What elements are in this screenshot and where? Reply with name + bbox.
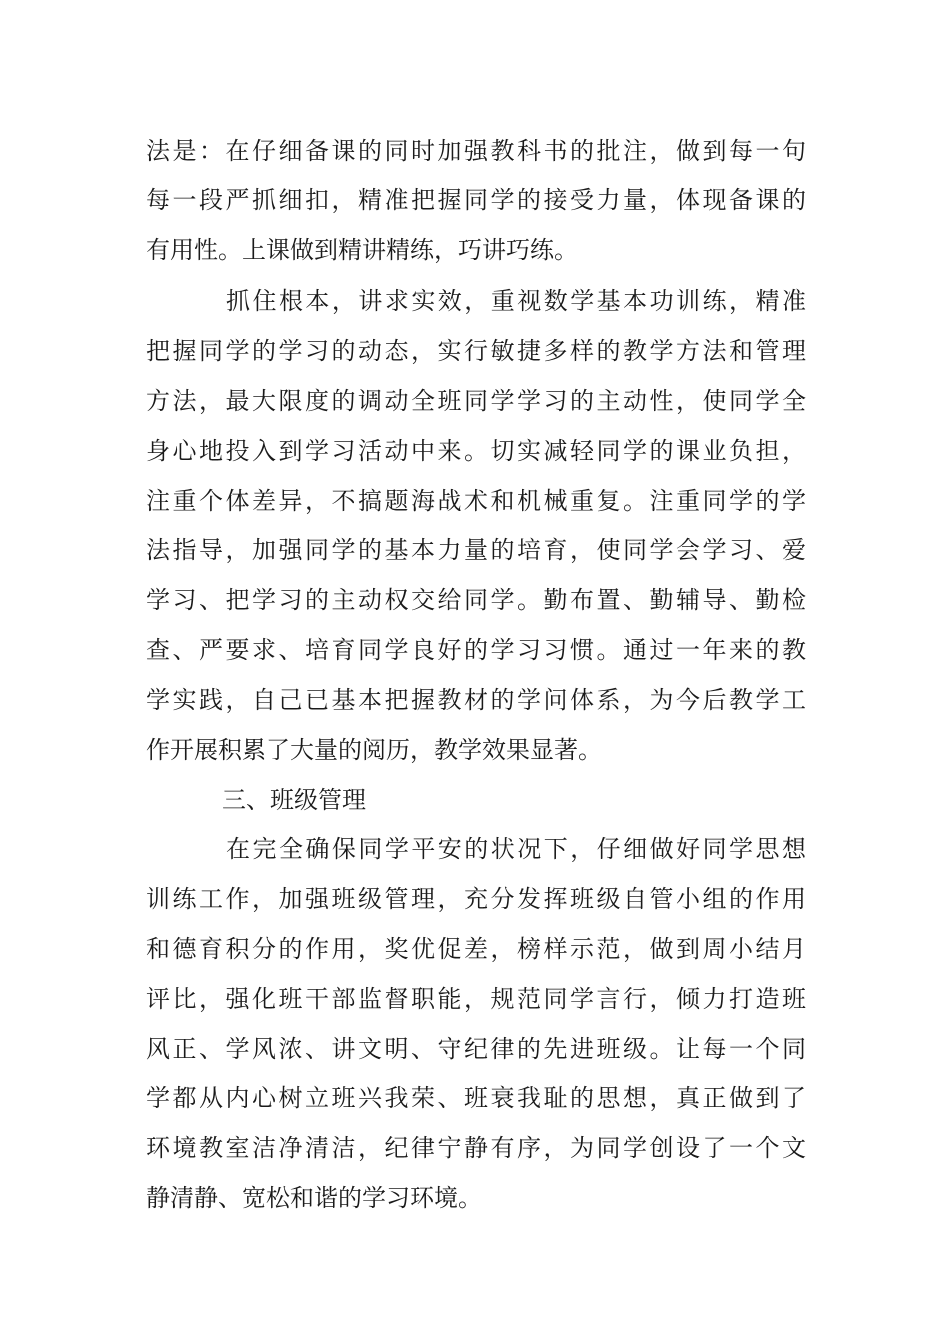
text-line: 每一段严抓细扣，精准把握同学的接受力量，体现备课的: [146, 186, 806, 214]
text-line: 法是：在仔细备课的同时加强教科书的批注，做到每一句: [146, 137, 806, 165]
text-line: 在完全确保同学平安的状况下，仔细做好同学思想: [226, 835, 806, 863]
section-heading: 三、班级管理: [222, 786, 366, 814]
text-line: 静清静、宽松和谐的学习环境。: [146, 1184, 482, 1212]
text-line: 抓住根本，讲求实效，重视数学基本功训练，精准: [226, 287, 806, 315]
text-line: 查、严要求、培育同学良好的学习习惯。通过一年来的教: [146, 636, 806, 664]
text-line: 学实践，自己已基本把握教材的学问体系，为今后教学工: [146, 686, 806, 714]
text-line: 注重个体差异，不搞题海战术和机械重复。注重同学的学: [146, 487, 806, 515]
text-line: 风正、学风浓、讲文明、守纪律的先进班级。让每一个同: [146, 1035, 806, 1063]
text-line: 学都从内心树立班兴我荣、班衰我耻的思想，真正做到了: [146, 1084, 806, 1112]
text-line: 评比，强化班干部监督职能，规范同学言行，倾力打造班: [146, 985, 806, 1013]
text-line: 学习、把学习的主动权交给同学。勤布置、勤辅导、勤检: [146, 586, 806, 614]
text-line: 训练工作，加强班级管理，充分发挥班级自管小组的作用: [146, 885, 806, 913]
text-line: 方法，最大限度的调动全班同学学习的主动性，使同学全: [146, 387, 806, 415]
text-line: 和德育积分的作用，奖优促差，榜样示范，做到周小结月: [146, 935, 806, 963]
text-line: 作开展积累了大量的阅历，教学效果显著。: [146, 736, 602, 764]
text-line: 有用性。上课做到精讲精练，巧讲巧练。: [146, 236, 578, 264]
text-line: 环境教室洁净清洁，纪律宁静有序，为同学创设了一个文: [146, 1134, 806, 1162]
text-line: 把握同学的学习的动态，实行敏捷多样的教学方法和管理: [146, 337, 806, 365]
text-line: 法指导，加强同学的基本力量的培育，使同学会学习、爱: [146, 536, 806, 564]
text-line: 身心地投入到学习活动中来。切实减轻同学的课业负担，: [146, 437, 806, 465]
